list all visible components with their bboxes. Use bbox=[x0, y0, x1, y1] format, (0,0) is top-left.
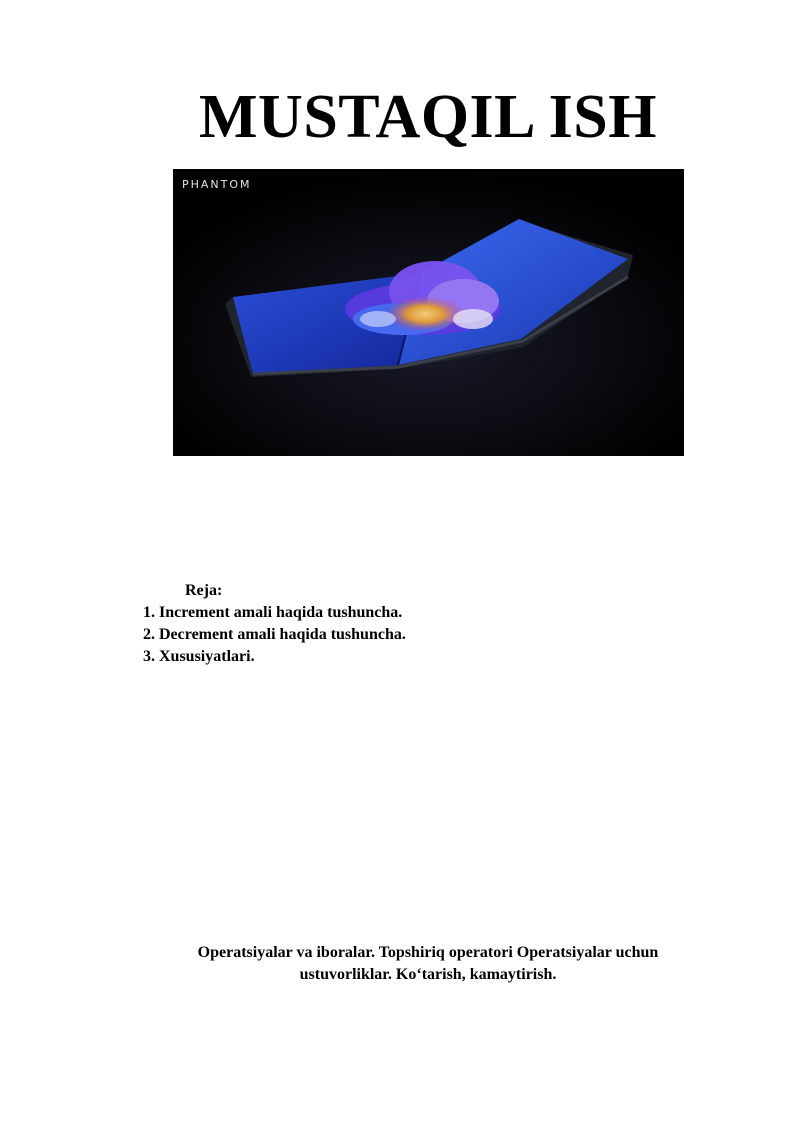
plan-item: 2. Decrement amali haqida tushuncha. bbox=[143, 626, 406, 643]
plan-heading: Reja: bbox=[185, 582, 223, 599]
page-title: MUSTAQIL ISH bbox=[199, 83, 657, 151]
plan-item: 1. Increment amali haqida tushuncha. bbox=[143, 604, 403, 621]
plan-section bbox=[143, 580, 406, 668]
footer-line: Operatsiyalar va iboralar. Topshiriq operatori Operatsiyalar uchun bbox=[197, 944, 659, 961]
foldable-phone-image bbox=[173, 169, 684, 456]
footer-text bbox=[143, 942, 713, 986]
foldable-phone-illustration bbox=[173, 169, 684, 456]
plan-list bbox=[143, 602, 406, 668]
brand-label: PHANTOM bbox=[182, 178, 252, 191]
plan-item: 3. Xususiyatlari. bbox=[143, 648, 255, 665]
footer-line: ustuvorliklar. Ko‘tarish, kamaytirish. bbox=[299, 966, 557, 983]
